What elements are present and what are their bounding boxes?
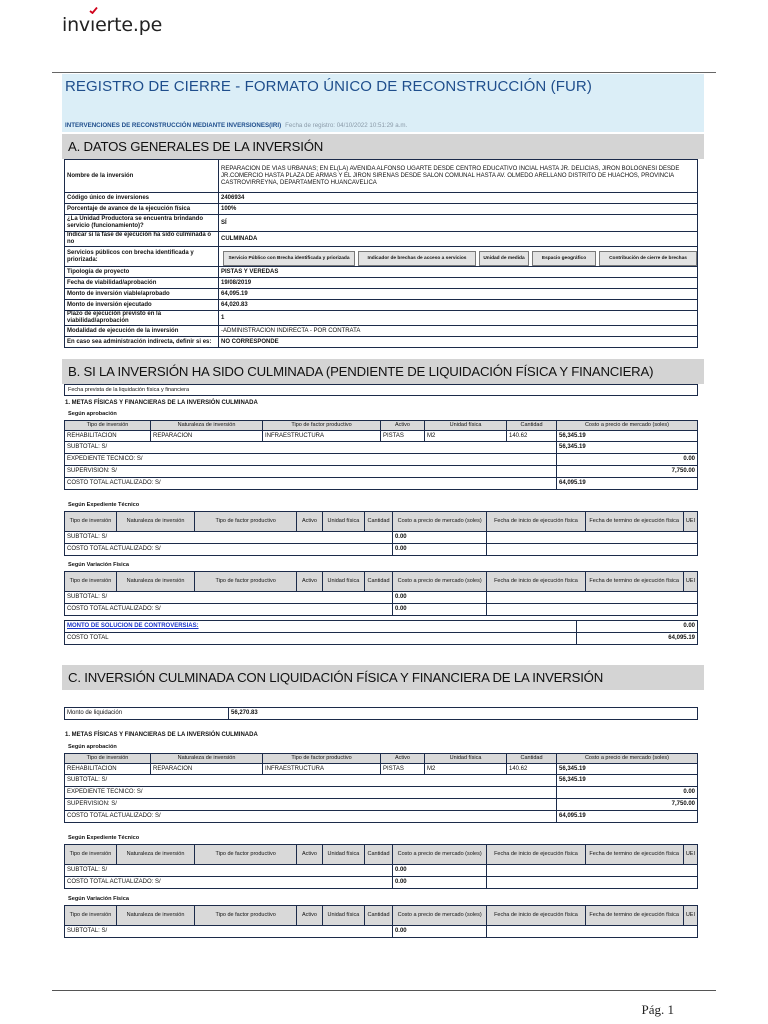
exp-column-header: Tipo de inversión <box>65 845 117 865</box>
exp-column-header: Unidad física <box>322 845 364 865</box>
general-row <box>65 193 698 204</box>
general-row-label: Fecha de viabilidad/aprobación <box>65 278 219 289</box>
exp-column-header: Naturaleza de inversión <box>116 512 194 532</box>
exp-column-header: Fecha de inicio de ejecución física <box>487 845 585 865</box>
general-row-value: NO CORRESPONDE <box>219 337 698 348</box>
service-column-header: Espacio geográfico <box>532 251 596 266</box>
exp-summary-value: 0.00 <box>392 544 486 556</box>
aprob-summary-row <box>65 478 698 490</box>
exp-summary-row <box>65 926 698 938</box>
aprob-cell: M2 <box>425 431 507 442</box>
exp-column-header: Tipo de factor productivo <box>195 906 297 926</box>
exp-column-header: Unidad física <box>322 512 364 532</box>
aprob-summary-row <box>65 811 698 823</box>
aprob-column-header: Tipo de inversión <box>65 421 151 431</box>
exp-summary-empty <box>487 544 698 556</box>
aprob-summary-value: 64,095.19 <box>557 811 698 823</box>
aprob-data-row <box>65 431 698 442</box>
aprob-column-header: Tipo de inversión <box>65 754 151 764</box>
service-column-header: Servicio Público con Brecha identificada y priorizada <box>223 251 355 266</box>
b-segun-variacion: Según Variación Física <box>68 562 129 568</box>
aprob-summary-label: SUPERVISION: S/ <box>65 799 557 811</box>
c-expediente-table <box>64 844 698 889</box>
exp-column-header: Unidad física <box>322 906 364 926</box>
general-row <box>65 311 698 326</box>
exp-column-header: Activo <box>297 572 323 592</box>
b-aprobacion-table <box>64 420 698 490</box>
general-row-value: 1 <box>219 311 698 326</box>
aprob-cell: INFRAESTRUCTURA <box>263 431 381 442</box>
general-row-value: 64,095.19 <box>219 289 698 300</box>
general-row-label: ¿La Unidad Productora se encuentra brindando servicio (funcionamiento)? <box>65 215 219 232</box>
aprob-summary-value: 0.00 <box>557 454 698 466</box>
exp-column-header: Cantidad <box>365 512 393 532</box>
registration-date: Fecha de registro: 04/10/2022 10:51:29 a.m. <box>285 122 408 129</box>
general-row <box>65 267 698 278</box>
exp-column-header: Fecha de termino de ejecución física <box>585 845 683 865</box>
general-row-value: 2406934 <box>219 193 698 204</box>
aprob-cell: 56,345.19 <box>557 764 698 775</box>
exp-column-header: Cantidad <box>365 572 393 592</box>
exp-column-header: Fecha de termino de ejecución física <box>585 906 683 926</box>
service-column-header: Contribución de cierre de brechas <box>599 251 697 266</box>
exp-header-row <box>65 906 698 926</box>
general-row-value: CULMINADA <box>219 232 698 247</box>
costo-total-label: COSTO TOTAL <box>65 633 577 645</box>
invierte-logo: inv ıerte.pe <box>62 14 162 36</box>
general-row-label: Servicios públicos con brecha identificada y priorizada: <box>65 247 219 267</box>
general-row-label: Plazo de ejecución previsto en la viabilidad/aprobación <box>65 311 219 326</box>
general-row-value: 64,020.83 <box>219 300 698 311</box>
exp-column-header: Costo a precio de mercado (soles) <box>392 512 486 532</box>
exp-column-header: UEI <box>683 512 697 532</box>
service-column-header: Unidad de medida <box>479 251 529 266</box>
exp-summary-row <box>65 544 698 556</box>
aprob-summary-label: SUBTOTAL: S/ <box>65 442 557 454</box>
general-row <box>65 247 698 267</box>
general-row <box>65 160 698 193</box>
exp-summary-empty <box>487 926 698 938</box>
general-row-value: 19/08/2019 <box>219 278 698 289</box>
exp-summary-empty <box>487 532 698 544</box>
exp-column-header: Fecha de inicio de ejecución física <box>487 572 585 592</box>
general-row <box>65 278 698 289</box>
aprob-column-header: Naturaleza de inversión <box>151 754 263 764</box>
aprob-column-header: Activo <box>381 421 425 431</box>
aprob-column-header: Cantidad <box>507 421 557 431</box>
aprob-cell: INFRAESTRUCTURA <box>263 764 381 775</box>
aprob-summary-value: 7,750.00 <box>557 466 698 478</box>
services-header-group <box>223 251 697 266</box>
aprob-cell: PISTAS <box>381 431 425 442</box>
aprob-summary-label: COSTO TOTAL ACTUALIZADO: S/ <box>65 478 557 490</box>
exp-summary-label: COSTO TOTAL ACTUALIZADO: S/ <box>65 604 393 616</box>
page-title: REGISTRO DE CIERRE - FORMATO ÚNICO DE RECONSTRUCCIÓN (FUR) <box>65 78 592 95</box>
b-segun-expediente: Según Expediente Técnico <box>68 502 140 508</box>
exp-column-header: Activo <box>297 845 323 865</box>
exp-column-header: Tipo de inversión <box>65 572 117 592</box>
aprob-summary-label: EXPEDIENTE TECNICO: S/ <box>65 454 557 466</box>
b-segun-aprobacion: Según aprobación <box>68 411 117 417</box>
exp-column-header: Naturaleza de inversión <box>116 906 194 926</box>
exp-summary-empty <box>487 877 698 889</box>
exp-column-header: Activo <box>297 512 323 532</box>
general-row-label: Tipología de proyecto <box>65 267 219 278</box>
service-column-header: Indicador de brechas de acceso a servicios <box>358 251 476 266</box>
page-number: Pág. 1 <box>641 1002 674 1017</box>
general-row-label: Código único de inversiones <box>65 193 219 204</box>
c-segun-aprobacion: Según aprobación <box>68 744 117 750</box>
aprob-summary-row <box>65 775 698 787</box>
aprob-summary-label: SUBTOTAL: S/ <box>65 775 557 787</box>
aprob-column-header: Tipo de factor productivo <box>263 421 381 431</box>
general-row-value: -ADMINISTRACION INDIRECTA - POR CONTRATA <box>219 326 698 337</box>
aprob-summary-value: 56,345.19 <box>557 442 698 454</box>
general-row-label: Modalidad de ejecución de la inversión <box>65 326 219 337</box>
aprob-cell: M2 <box>425 764 507 775</box>
aprob-cell: PISTAS <box>381 764 425 775</box>
aprob-summary-label: SUPERVISION: S/ <box>65 466 557 478</box>
exp-column-header: Tipo de factor productivo <box>195 512 297 532</box>
exp-column-header: Activo <box>297 906 323 926</box>
exp-summary-value: 0.00 <box>392 604 486 616</box>
aprob-header-row <box>65 754 698 764</box>
general-row <box>65 232 698 247</box>
exp-summary-empty <box>487 592 698 604</box>
exp-column-header: Cantidad <box>365 906 393 926</box>
c-metas-label: 1. METAS FÍSICAS Y FINANCIERAS DE LA INVERSIÓN CULMINADA <box>65 732 258 738</box>
general-row-label: Nombre de la inversión <box>65 160 219 193</box>
aprob-column-header: Costo a precio de mercado (soles) <box>557 421 698 431</box>
general-row-label: Indicar si la fase de ejecución ha sido culminada o no <box>65 232 219 247</box>
exp-column-header: Fecha de termino de ejecución física <box>585 572 683 592</box>
exp-column-header: Naturaleza de inversión <box>116 845 194 865</box>
aprob-cell: REHABILITACION <box>65 764 151 775</box>
exp-summary-value: 0.00 <box>392 592 486 604</box>
exp-column-header: UEI <box>683 906 697 926</box>
aprob-summary-label: COSTO TOTAL ACTUALIZADO: S/ <box>65 811 557 823</box>
aprob-cell: 56,345.19 <box>557 431 698 442</box>
section-a-header: A. DATOS GENERALES DE LA INVERSIÓN <box>62 134 704 159</box>
aprob-summary-row <box>65 466 698 478</box>
general-row <box>65 300 698 311</box>
exp-header-row <box>65 845 698 865</box>
aprob-cell: REPARACION <box>151 764 263 775</box>
general-row-label: Monto de inversión ejecutado <box>65 300 219 311</box>
exp-column-header: Fecha de termino de ejecución física <box>585 512 683 532</box>
section-c-header: C. INVERSIÓN CULMINADA CON LIQUIDACIÓN FÍSICA Y FINANCIERA DE LA INVERSIÓN <box>62 665 704 690</box>
exp-summary-label: COSTO TOTAL ACTUALIZADO: S/ <box>65 877 393 889</box>
general-row-value: 100% <box>219 204 698 215</box>
c-segun-variacion: Según Variación Física <box>68 896 129 902</box>
c-segun-expediente: Según Expediente Técnico <box>68 835 140 841</box>
c-variacion-table <box>64 905 698 938</box>
exp-summary-value: 0.00 <box>392 926 486 938</box>
bottom-divider <box>52 990 716 991</box>
aprob-data-row <box>65 764 698 775</box>
aprob-summary-row <box>65 442 698 454</box>
aprob-summary-value: 0.00 <box>557 787 698 799</box>
b-expediente-table <box>64 511 698 556</box>
exp-summary-label: SUBTOTAL: S/ <box>65 865 393 877</box>
exp-summary-label: SUBTOTAL: S/ <box>65 592 393 604</box>
general-row-label: Porcentaje de avance de la ejecución física <box>65 204 219 215</box>
b-metas-label: 1. METAS FÍSICAS Y FINANCIERAS DE LA INVERSIÓN CULMINADA <box>65 400 258 406</box>
exp-column-header: UEI <box>683 845 697 865</box>
monto-liquidacion-table <box>64 707 698 720</box>
exp-column-header: UEI <box>683 572 697 592</box>
exp-column-header: Costo a precio de mercado (soles) <box>392 845 486 865</box>
exp-column-header: Costo a precio de mercado (soles) <box>392 906 486 926</box>
controversias-link[interactable]: MONTO DE SOLUCION DE CONTROVERSIAS: <box>67 623 199 629</box>
exp-summary-row <box>65 532 698 544</box>
page-subtitle: INTERVENCIONES DE RECONSTRUCCIÓN MEDIANTE INVERSIONES(IRI) Fecha de registro: 04/10/2022 10:51:29 a.m. <box>65 122 408 129</box>
general-data-table <box>64 159 698 348</box>
general-row-label: Monto de inversión viable/aprobado <box>65 289 219 300</box>
aprob-summary-value: 56,345.19 <box>557 775 698 787</box>
exp-column-header: Tipo de factor productivo <box>195 845 297 865</box>
aprob-cell: 140.62 <box>507 431 557 442</box>
fecha-liquidacion-box: Fecha prevista de la liquidación física y financiera <box>64 384 698 396</box>
aprob-summary-value: 7,750.00 <box>557 799 698 811</box>
exp-summary-label: COSTO TOTAL ACTUALIZADO: S/ <box>65 544 393 556</box>
exp-summary-empty <box>487 865 698 877</box>
general-row <box>65 204 698 215</box>
costo-total-value: 64,095.19 <box>577 633 698 645</box>
exp-summary-row <box>65 592 698 604</box>
exp-column-header: Costo a precio de mercado (soles) <box>392 572 486 592</box>
exp-column-header: Fecha de inicio de ejecución física <box>487 512 585 532</box>
exp-summary-row <box>65 604 698 616</box>
exp-column-header: Naturaleza de inversión <box>116 572 194 592</box>
aprob-summary-row <box>65 454 698 466</box>
general-row-value: SÍ <box>219 215 698 232</box>
aprob-cell: 140.62 <box>507 764 557 775</box>
section-b-header: B. SI LA INVERSIÓN HA SIDO CULMINADA (PENDIENTE DE LIQUIDACIÓN FÍSICA Y FINANCIERA) <box>62 359 704 384</box>
general-row-value: PISTAS Y VEREDAS <box>219 267 698 278</box>
general-row <box>65 289 698 300</box>
aprob-column-header: Costo a precio de mercado (soles) <box>557 754 698 764</box>
controversias-value: 0.00 <box>577 621 698 633</box>
general-row-value: REPARACION DE VIAS URBANAS; EN EL(LA) AVENIDA ALFONSO UGARTE DESDE CENTRO EDUCATIVO INCIAL HASTA JR. DELICIAS, JIRON BOLOGNESI DESDE JR.COMERCIO HASTA PLAZA DE ARMAS Y EL JIRON SIRENAS DESDE SALON COMUNAL HASTA AV. OLMEDO ARELLANO DISTRITO DE HUACHOS, PROVINCIA CASTROVIRREYNA, DEPARTAMENTO HUANCAVELICA <box>219 160 698 193</box>
monto-liquidacion-label: Monto de liquidación <box>65 708 229 720</box>
general-row <box>65 326 698 337</box>
aprob-column-header: Unidad física <box>425 421 507 431</box>
aprob-cell: REHABILITACION <box>65 431 151 442</box>
aprob-summary-row <box>65 787 698 799</box>
exp-summary-value: 0.00 <box>392 877 486 889</box>
aprob-column-header: Unidad física <box>425 754 507 764</box>
general-row-label: En caso sea administración indirecta, definir si es: <box>65 337 219 348</box>
exp-summary-row <box>65 865 698 877</box>
exp-header-row <box>65 572 698 592</box>
monto-liquidacion-value: 56,270.83 <box>229 708 698 720</box>
top-divider <box>52 72 716 73</box>
exp-summary-row <box>65 877 698 889</box>
exp-column-header: Cantidad <box>365 845 393 865</box>
exp-summary-label: SUBTOTAL: S/ <box>65 532 393 544</box>
general-row-value <box>219 247 698 267</box>
aprob-cell: REPARACION <box>151 431 263 442</box>
exp-summary-value: 0.00 <box>392 532 486 544</box>
aprob-column-header: Tipo de factor productivo <box>263 754 381 764</box>
general-row <box>65 215 698 232</box>
exp-column-header: Fecha de inicio de ejecución física <box>487 906 585 926</box>
exp-header-row <box>65 512 698 532</box>
exp-column-header: Tipo de inversión <box>65 906 117 926</box>
aprob-header-row <box>65 421 698 431</box>
b-variacion-table <box>64 571 698 616</box>
b-totals-table <box>64 620 698 645</box>
exp-summary-label: SUBTOTAL: S/ <box>65 926 393 938</box>
exp-summary-value: 0.00 <box>392 865 486 877</box>
aprob-summary-value: 64,095.19 <box>557 478 698 490</box>
exp-column-header: Unidad física <box>322 572 364 592</box>
logo-check-icon <box>89 7 98 14</box>
exp-column-header: Tipo de factor productivo <box>195 572 297 592</box>
exp-column-header: Tipo de inversión <box>65 512 117 532</box>
general-row <box>65 337 698 348</box>
aprob-column-header: Naturaleza de inversión <box>151 421 263 431</box>
aprob-column-header: Activo <box>381 754 425 764</box>
aprob-summary-row <box>65 799 698 811</box>
aprob-column-header: Cantidad <box>507 754 557 764</box>
aprob-summary-label: EXPEDIENTE TECNICO: S/ <box>65 787 557 799</box>
c-aprobacion-table <box>64 753 698 823</box>
exp-summary-empty <box>487 604 698 616</box>
